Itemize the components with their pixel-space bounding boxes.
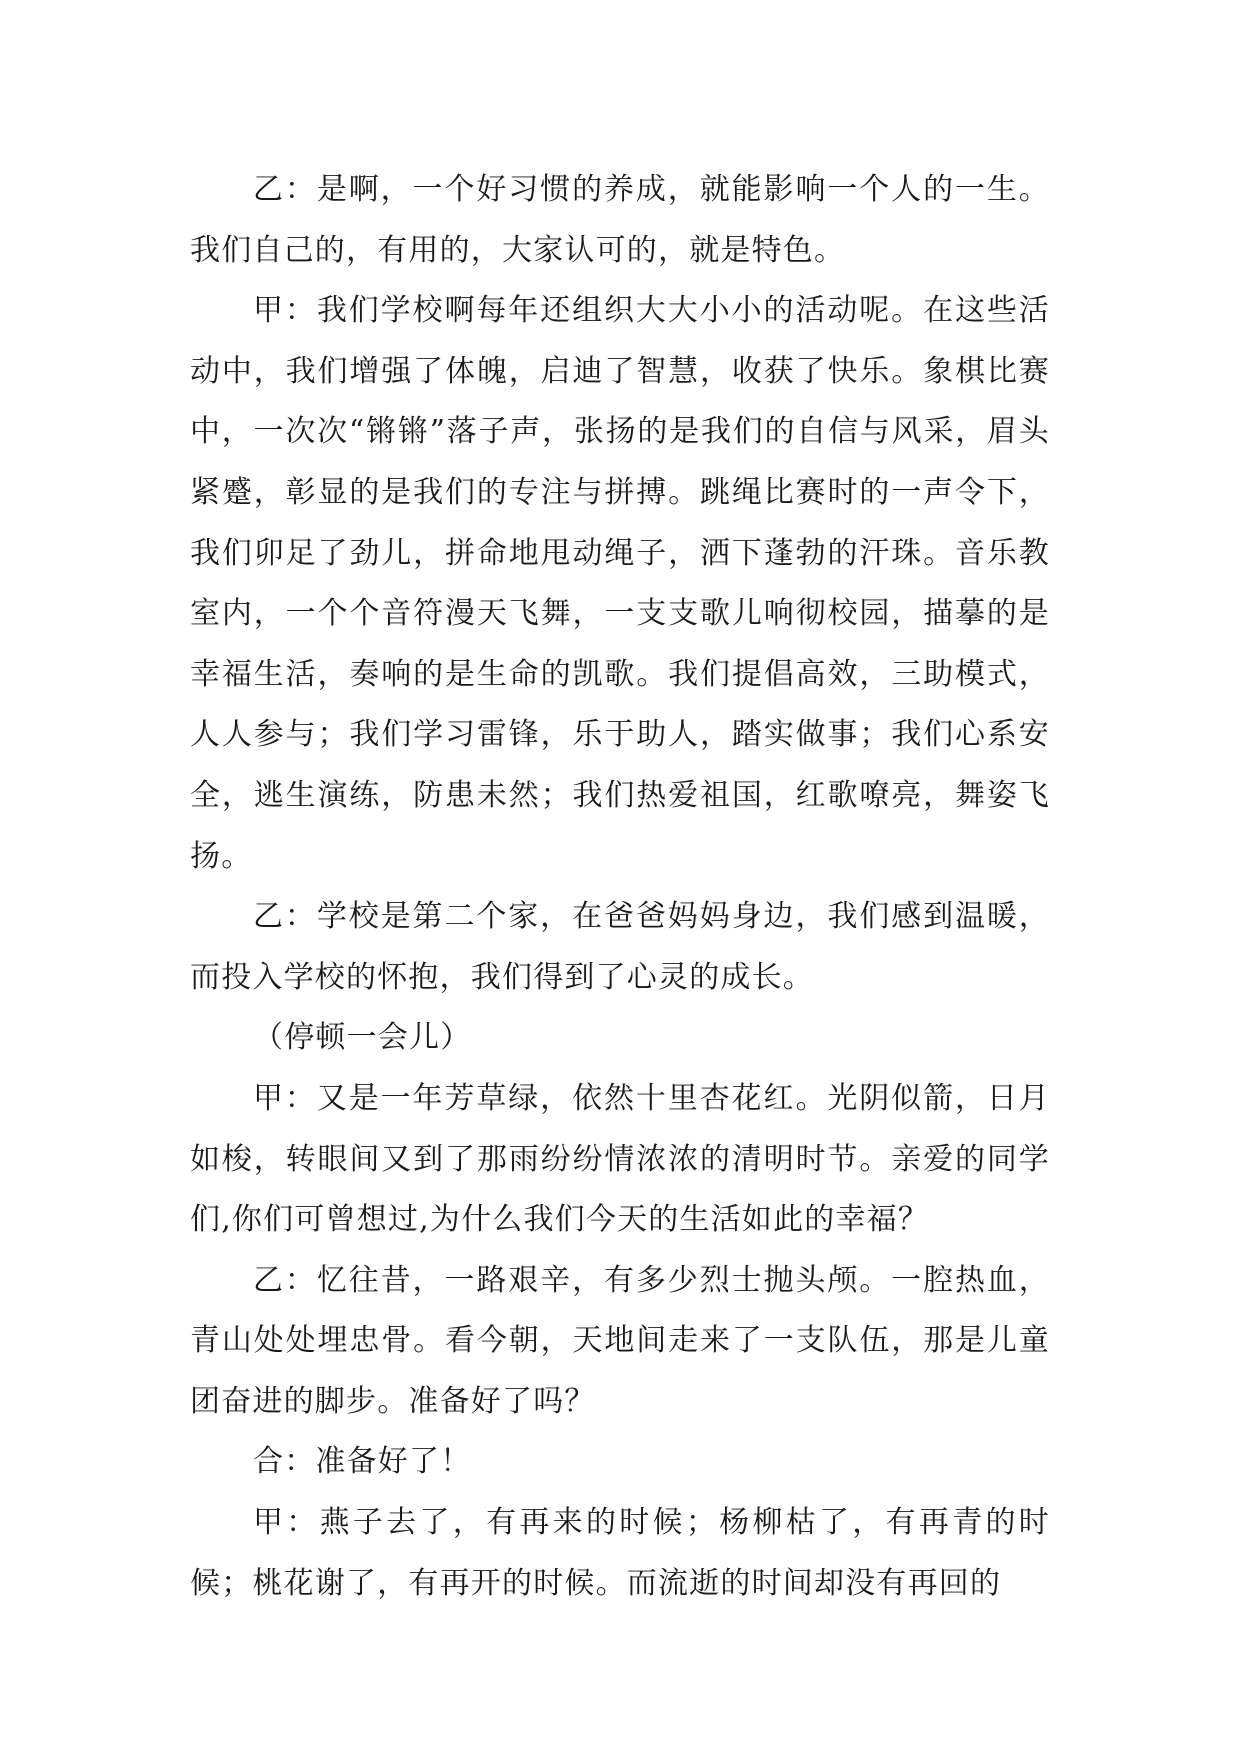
paragraph-yi-habit: 乙：是啊，一个好习惯的养成，就能影响一个人的一生。我们自己的，有用的，大家认可的，就是特色。 xyxy=(190,172,1050,268)
script-body xyxy=(190,160,1050,1614)
paragraph-jia-activities: 甲：我们学校啊每年还组织大大小小的活动呢。在这些活动中，我们增强了体魄，启迪了智慧，收获了快乐。象棋比赛中，一次次“锵锵”落子声，张扬的是我们的自信与风采，眉头紧蹙，彰显的是我们的专注与拼搏。跳绳比赛时的一声令下，我们卯足了劲儿，拼命地甩动绳子，洒下蓬勃的汗珠。音乐教室内，一个个音符漫天飞舞，一支支歌儿响彻校园，描摹的是幸福生活，奏响的是生命的凯歌。我们提倡高效，三助模式，人人参与；我们学习雷锋，乐于助人，踏实做事；我们心系安全，逃生演练，防患未然；我们热爱祖国，红歌嘹亮，舞姿飞扬。 xyxy=(190,293,1050,874)
paragraph-jia-time: 甲：燕子去了，有再来的时候；杨柳枯了，有再青的时候；桃花谢了，有再开的时候。而流逝的时间却没有再回的 xyxy=(190,1505,1050,1601)
paragraph-yi-school-home: 乙：学校是第二个家，在爸爸妈妈身边，我们感到温暖，而投入学校的怀抱，我们得到了心灵的成长。 xyxy=(190,899,1050,995)
paragraph-he-ready: 合：准备好了！ xyxy=(253,1444,472,1480)
paragraph-jia-qingming: 甲：又是一年芳草绿，依然十里杏花红。光阴似箭，日月如梭，转眼间又到了那雨纷纷情浓浓的清明时节。亲爱的同学们,你们可曾想过,为什么我们今天的生活如此的幸福？ xyxy=(190,1080,1050,1238)
stage-direction-pause: （停顿一会儿） xyxy=(253,1020,472,1056)
paragraph-yi-martyrs: 乙：忆往昔，一路艰辛，有多少烈士抛头颅。一腔热血，青山处处埋忠骨。看今朝，天地间走来了一支队伍，那是儿童团奋进的脚步。准备好了吗？ xyxy=(190,1262,1050,1419)
